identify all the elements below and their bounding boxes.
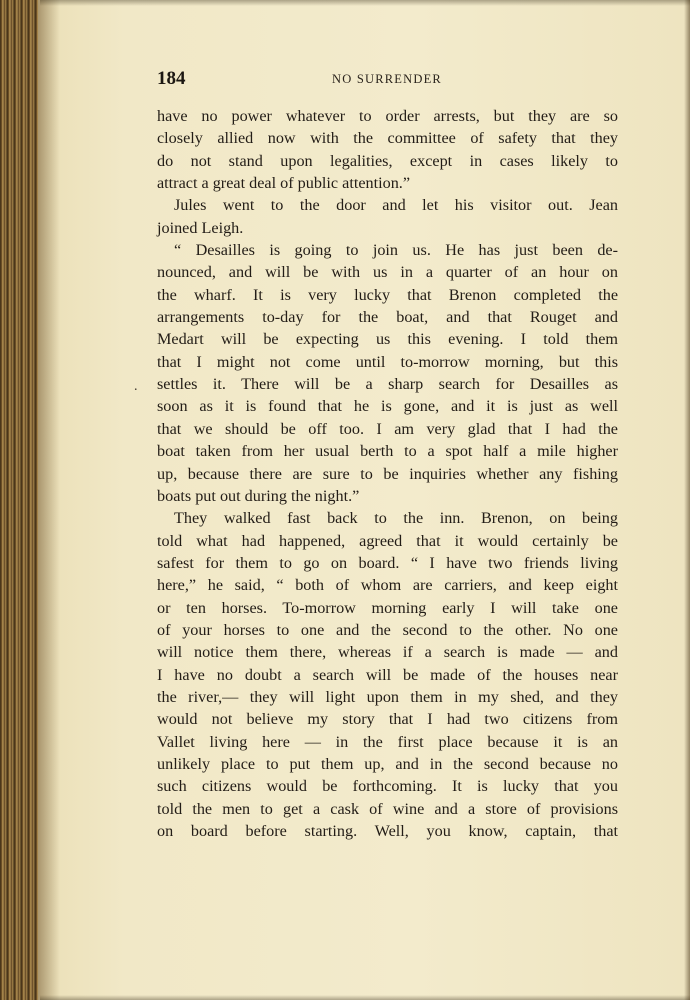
text-line: will notice them there, whereas if a search is made — and [157, 643, 618, 662]
margin-mark: . [134, 379, 138, 394]
text-line: arrangements to-day for the boat, and that Rouget and [157, 308, 618, 327]
text-line: such citizens would be forthcoming. It is lucky that you [157, 777, 618, 796]
text-line: safest for them to go on board. “ I have two friends living [157, 553, 618, 572]
text-line: up, because there are sure to be inquiries whether any fishing [157, 464, 618, 483]
text-line: told the men to get a cask of wine and a store of provisions [157, 799, 618, 818]
text-line: the wharf. It is very lucky that Brenon completed the [157, 285, 618, 304]
text-line: I have no doubt a search will be made of the houses near [157, 665, 618, 684]
text-line: that I might not come until to-morrow morning, but this [157, 352, 618, 371]
text-line: have no power whatever to order arrests, but they are so [157, 107, 618, 125]
text-line: of your horses to one and the second to the other. No one [157, 620, 618, 639]
text-line: Jules went to the door and let his visitor out. Jean [174, 196, 618, 215]
text-line: closely allied now with the committee of safety that they [157, 129, 618, 148]
text-line: boat taken from her usual berth to a spot half a mile higher [157, 442, 618, 461]
text-line: attract a great deal of public attention.” [157, 174, 411, 193]
text-line: soon as it is found that he is gone, and it is just as well [157, 397, 618, 416]
text-line: would not believe my story that I had two citizens from [157, 710, 618, 729]
text-line: unlikely place to put them up, and in the second because no [157, 754, 618, 773]
text-line: Medart will be expecting us this evening. I told them [157, 330, 618, 349]
text-line: on board before starting. Well, you know, captain, that [157, 822, 618, 840]
text-line: told what had happened, agreed that it would certainly be [157, 531, 618, 550]
text-line: They walked fast back to the inn. Brenon, on being [174, 509, 618, 528]
text-line: joined Leigh. [157, 218, 244, 237]
text-line: that we should be off too. I am very glad that I had the [157, 419, 618, 438]
text-line: or ten horses. To-morrow morning early I will take one [157, 598, 618, 617]
running-head [157, 68, 617, 92]
page-top-edge [40, 0, 690, 6]
text-line: “ Desailles is going to join us. He has just been de- [174, 241, 618, 260]
gutter-shadow [38, 0, 60, 1000]
page-bottom-edge [40, 995, 690, 1000]
text-line: settles it. There will be a sharp search for Desailles as [157, 375, 618, 394]
text-line: here,” he said, “ both of whom are carriers, and keep eight [157, 576, 618, 595]
page-right-edge [684, 0, 690, 1000]
text-line: the river,— they will light upon them in my shed, and they [157, 687, 618, 706]
text-line: Vallet living here — in the first place because it is an [157, 732, 618, 751]
book-spine [0, 0, 38, 1000]
body-text [157, 105, 618, 842]
text-line: boats put out during the night.” [157, 486, 360, 505]
page-number: 184 [157, 68, 186, 89]
running-title: NO SURRENDER [332, 72, 442, 86]
text-line: do not stand upon legalities, except in cases likely to [157, 151, 618, 170]
text-line: nounced, and will be with us in a quarter of an hour on [157, 263, 618, 282]
